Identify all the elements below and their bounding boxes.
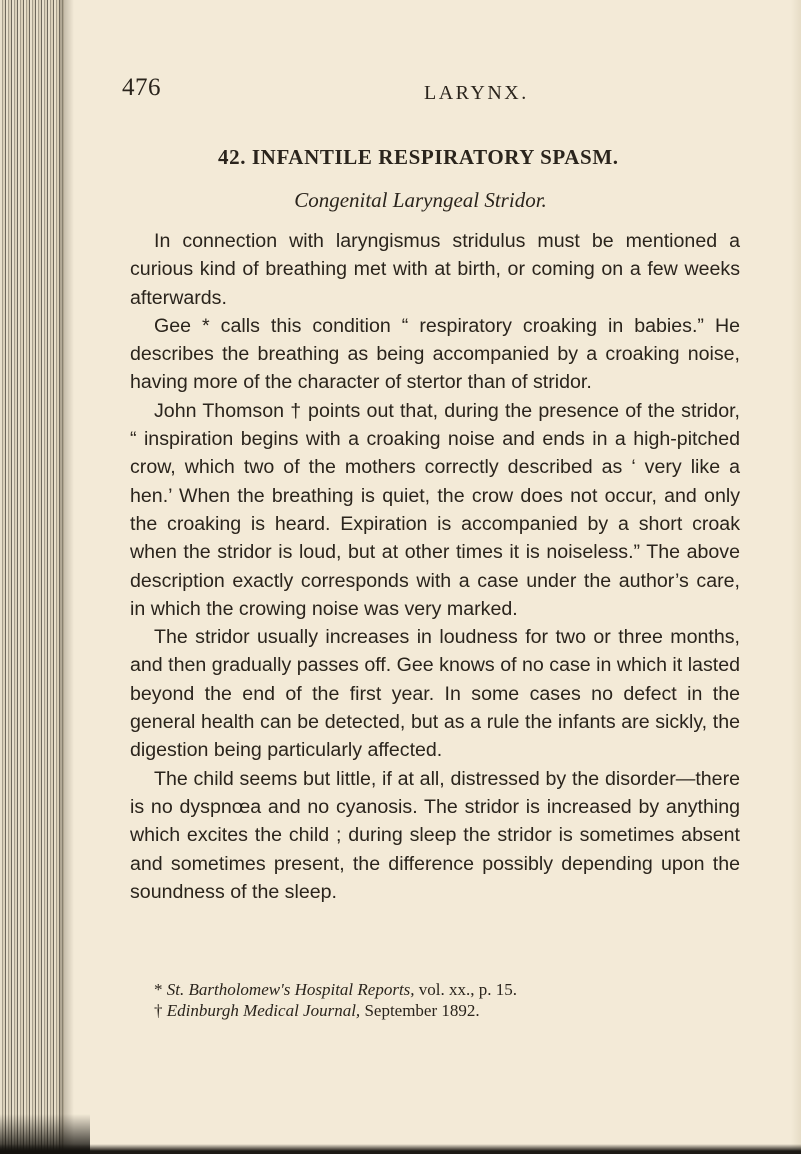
paragraph: The stridor usually increases in loudness for two or three months, and then gradually passes off. Gee knows of no case in which it lasted beyond the end of the first year. In some cases no defect in the general health can be detected, but as a rule the infants are sickly, the digestion being particularly affected. <box>130 626 740 762</box>
bottom-shadow <box>0 1144 801 1154</box>
paragraph: The child seems but little, if at all, distressed by the disorder—there is no dyspnœa and no cyanosis. The stridor is increased by anything which excites the child ; during sleep the stridor is sometimes absent and sometimes present, the difference possibly depending upon the soundness of the sleep. <box>130 767 740 903</box>
footnote <box>130 1000 750 1021</box>
footnote-detail: vol. xx., p. 15. <box>418 980 518 999</box>
footnote <box>130 979 750 1000</box>
body-text <box>130 227 740 906</box>
book-page-edges <box>0 0 64 1154</box>
footnote-detail: September 1892. <box>364 1001 480 1020</box>
footnotes <box>130 979 750 1021</box>
paragraph: Gee * calls this condition “ respiratory croaking in babies.” He describes the breathing as being accompanied by a croaking noise, having more of the character of stertor than of stridor. <box>130 314 740 394</box>
right-page-edge <box>791 0 801 1154</box>
paragraph: In connection with laryngismus stridulus must be mentioned a curious kind of breathing met with at birth, or coming on a few weeks afterwards. <box>130 230 740 309</box>
running-head: LARYNX. <box>424 82 529 104</box>
footnote-mark: † <box>154 1001 163 1020</box>
corner-shadow <box>0 1114 90 1154</box>
section-subtitle: Congenital Laryngeal Stridor. <box>294 188 547 212</box>
section-title: 42. INFANTILE RESPIRATORY SPASM. <box>218 145 619 169</box>
gutter-shadow <box>60 0 74 1154</box>
footnote-mark: * <box>154 980 163 999</box>
page-number: 476 <box>122 74 161 101</box>
footnote-source: St. Bartholomew's Hospital Reports, <box>166 980 415 999</box>
paragraph: John Thomson † points out that, during the presence of the stridor, “ inspiration begins with a croaking noise and ends in a high-pitched crow, which two of the mothers correctly described as ‘ very like a hen.’ When the breathing is quiet, the crow does not occur, and only the croaking is heard. Expiration is accompanied by a short croak when the stridor is loud, but at other times it is noiseless.” The above description exactly corresponds with a case under the author’s care, in which the crowing noise was very marked. <box>130 399 740 620</box>
footnote-source: Edinburgh Medical Journal, <box>166 1001 361 1020</box>
